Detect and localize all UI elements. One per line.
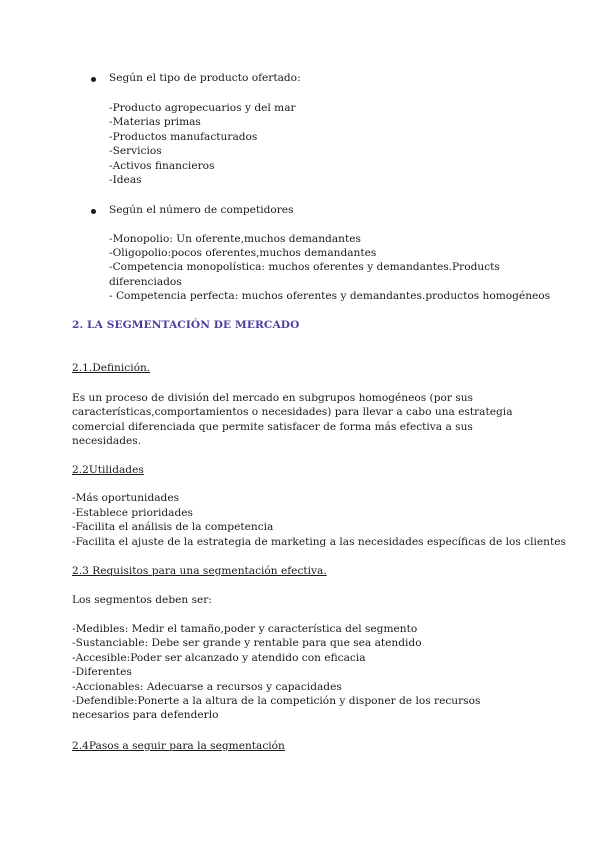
list-item: -Activos financieros — [109, 160, 215, 172]
bullet-dot-icon — [91, 209, 96, 214]
list-item: -Monopolio: Un oferente,muchos demandantes — [109, 233, 361, 245]
list-item: -Materias primas — [109, 116, 201, 128]
list-item: - Competencia perfecta: muchos oferentes y demandantes.productos homogéneos — [109, 290, 551, 302]
list-item: -Más oportunidades — [72, 492, 180, 504]
bullet-title-product-type: Según el tipo de producto ofertado: — [109, 72, 301, 84]
list-item: -Facilita el análisis de la competencia — [72, 521, 274, 533]
list-item: -Accesible:Poder ser alcanzado y atendido con eficacia — [72, 652, 366, 664]
section-heading: 2. LA SEGMENTACIÓN DE MERCADO — [72, 319, 300, 331]
list-item: diferenciados — [109, 276, 182, 288]
list-item: -Competencia monopolística: muchos oferentes y demandantes.Products — [109, 261, 500, 273]
list-item: -Facilita el ajuste de la estrategia de marketing a las necesidades específicas de los clientes — [72, 536, 566, 548]
list-item: -Ideas — [109, 174, 142, 186]
subsection-title-pasos: 2.4Pasos a seguir para la segmentación — [72, 740, 285, 752]
bullet-title-competitors: Según el número de competidores — [109, 204, 294, 216]
list-item: -Accionables: Adecuarse a recursos y capacidades — [72, 681, 342, 693]
list-item: -Productos manufacturados — [109, 131, 258, 143]
list-item: -Establece prioridades — [72, 507, 193, 519]
subsection-title-utilidades: 2.2Utilidades — [72, 464, 144, 476]
requisitos-intro: Los segmentos deben ser: — [72, 594, 212, 606]
list-item: -Defendible:Ponerte a la altura de la competición y disponer de los recursos necesarios para defenderlo — [72, 695, 481, 722]
list-item: -Sustanciable: Debe ser grande y rentable para que sea atendido — [72, 637, 422, 649]
list-item: -Servicios — [109, 145, 162, 157]
list-item: -Oligopolio:pocos oferentes,muchos demandantes — [109, 247, 377, 259]
list-item: -Diferentes — [72, 666, 132, 678]
bullet-dot-icon — [91, 77, 96, 82]
subsection-title-definicion: 2.1.Definición. — [72, 362, 151, 374]
definition-paragraph: Es un proceso de división del mercado en subgrupos homogéneos (por sus características,comportamientos o necesidades) para llevar a cabo una estrategia comercial diferenciada que permite satisfacer de forma más efectiva a sus necesidades. — [72, 392, 513, 448]
list-item: -Producto agropecuarios y del mar — [109, 102, 296, 114]
list-item: -Medibles: Medir el tamaño,poder y característica del segmento — [72, 623, 418, 635]
subsection-title-requisitos: 2.3 Requisitos para una segmentación efectiva. — [72, 565, 327, 577]
